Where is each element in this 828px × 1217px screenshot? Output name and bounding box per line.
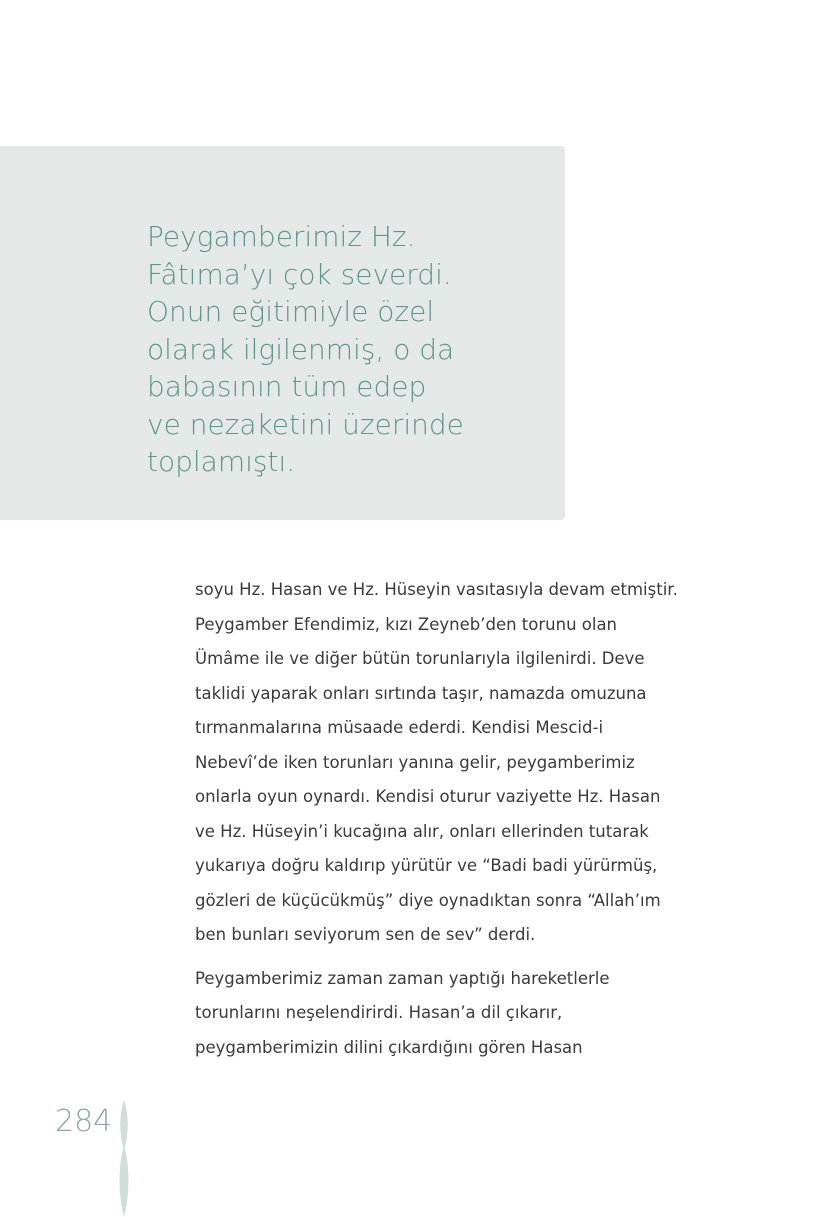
text-line: Ümâme ile ve diğer bütün torunlarıyla ilgilenirdi. Deve <box>195 649 645 668</box>
text-line: soyu Hz. Hasan ve Hz. Hüseyin vasıtasıyla devam etmiştir. <box>195 580 678 599</box>
text-line: peygamberimizin dilini çıkardığını gören Hasan <box>195 1037 583 1057</box>
text-line: onlarla oyun oynardı. Kendisi oturur vaziyette Hz. Hasan <box>195 787 661 806</box>
text-line: ben bunları seviyorum sen de sev” derdi. <box>195 925 536 944</box>
quote-line: ve nezaketini üzerinde <box>147 407 464 441</box>
text-line: gözleri de küçücükmüş” diye oynadıktan sonra “Allah’ım <box>195 890 661 910</box>
leaf-ornament-icon <box>114 1100 134 1217</box>
pull-quote <box>147 218 547 481</box>
quote-line: Onun eğitimiyle özel <box>147 295 435 328</box>
quote-line: Peygamberimiz Hz. <box>147 220 416 253</box>
paragraph <box>195 962 715 1066</box>
page-number: 284 <box>55 1104 113 1139</box>
text-line: Nebevî’de iken torunları yanına gelir, peygamberimiz <box>195 752 635 772</box>
body-text <box>195 573 715 1074</box>
quote-line: olarak ilgilenmiş, o da <box>147 332 455 366</box>
text-line: torunlarını neşelendirirdi. Hasan’a dil çıkarır, <box>195 1003 563 1022</box>
quote-line: toplamıştı. <box>147 445 296 478</box>
text-line: tırmanmalarına müsaade ederdi. Kendisi Mescid-i <box>195 718 604 737</box>
text-line: taklidi yaparak onları sırtında taşır, namazda omuzuna <box>195 683 647 703</box>
quote-line: babasının tüm edep <box>147 370 427 403</box>
paragraph <box>195 573 715 953</box>
text-line: ve Hz. Hüseyin’i kucağına alır, onları ellerinden tutarak <box>195 821 649 841</box>
text-line: yukarıya doğru kaldırıp yürütür ve “Badi badi yürürmüş, <box>195 856 658 875</box>
quote-line: Fâtıma’yı çok severdi. <box>147 257 452 291</box>
text-line: Peygamber Efendimiz, kızı Zeyneb’den torunu olan <box>195 614 618 634</box>
text-line: Peygamberimiz zaman zaman yaptığı hareketlerle <box>195 968 610 988</box>
